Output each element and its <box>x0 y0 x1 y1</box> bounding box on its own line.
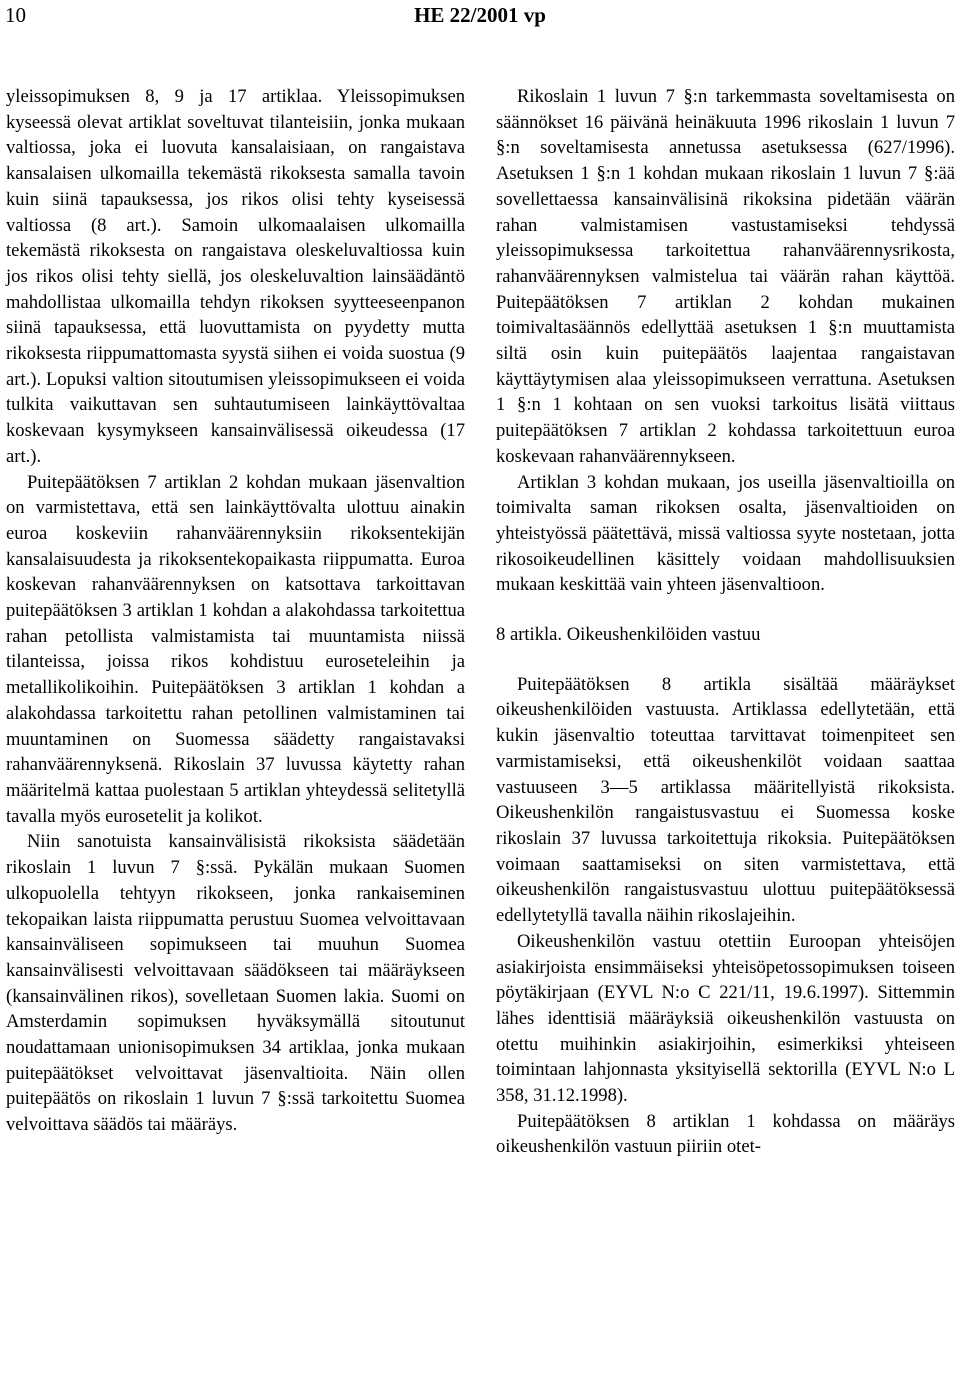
page-number: 10 <box>5 3 26 27</box>
paragraph: Niin sanotuista kansainvälisistä rikoksista säädetään rikoslain 1 luvun 7 §:ssä. Pykälän mukaan Suomen ulkopuolella tehtyyn rikokseen, jonka rankaiseminen tekopaikan laista riippumatta perustuu Suomea velvoittavaan kansainväliseen sopimukseen tai muuhun Suomea kansainvälisesti velvoittavaan säädökseen tai määräykseen (kansainvälinen rikos), sovelletaan Suomen lakia. Suomi on Amsterdamin sopimuksen hyväksymällä sitoutunut noudattamaan unionisopimuksen 34 artiklaa, jonka mukaan puitepäätökset velvoittavat jäsenvaltioita. Näin ollen puitepäätös on rikoslain 1 luvun 7 §:ssä tarkoitettu Suomea velvoittava säädös tai määräys. <box>6 831 465 1136</box>
paragraph: Artiklan 3 kohdan mukaan, jos useilla jäsenvaltioilla on toimivalta saman rikoksen osalta, jäsenvaltioiden on yhteistyössä päätettävä, missä valtiossa syyte nostetaan, jotta rikosoikeudellinen käsittely voidaan mahdollisuuksien mukaan keskittää vain yhteen jäsenvaltioon. <box>496 471 955 596</box>
paragraph: Oikeushenkilön vastuu otettiin Euroopan yhteisöjen asiakirjoista ensimmäiseksi yhteisöpetossopimuksen toiseen pöytäkirjaan (EYVL N:o C 221/11, 19.6.1997). Sittemmin lähes identtisiä määräyksiä oikeushenkilön vastuusta on otettu muihinkin asiakirjoihin, esimerkiksi yhteiseen toimintaan lahjonnasta yksityisellä sektorilla (EYVL N:o L 358, 31.12.1998). <box>496 930 955 1107</box>
paragraph: yleissopimuksen 8, 9 ja 17 artiklaa. Yleissopimuksen kyseessä olevat artiklat soveltuvat tilanteisiin, jonka mukaan valtiossa, joka ei luovuta kansalaisiaan, on rangaistava kansalaisen ulkomailla tekemästä rikoksesta samalla tavoin kuin siinä tapauksessa, jos rikos olisi tehty kyseisessä valtiossa (8 art.). Samoin ulkomaalaisen ulkomailla tekemästä rikoksesta on rangaistava oleskeluvaltiossa kuin jos rikos olisi tehty siellä, jos oleskeluvaltion lainsäädäntö mahdollistaa ulkomailla tehdyn rikoksen syytteeseenpanon siinä tapauksessa, että luovuttamista on pyydetty mutta rikoksesta riippumattomasta syystä siihen ei voida suostua (9 art.). Lopuksi valtion sitoutumisen yleissopimukseen ei voida tulkita vaikuttavan sen suhtautumiseen lainkäyttövaltaa koskevaan kysymykseen kansainvälisessä oikeudessa (17 art.). <box>6 86 465 467</box>
document-id: HE 22/2001 vp <box>414 3 546 27</box>
paragraph: Rikoslain 1 luvun 7 §:n tarkemmasta soveltamisesta on säännökset 16 päivänä heinäkuuta 1996 rikoslain 1 luvun 7 §:n soveltamisesta annetussa asetuksessa (627/1996). Asetuksen 1 §:n 1 kohdan mukaan rikoslain 1 luvun 7 §:ää sovellettaessa kansainvälisinä rikoksina pidetään väärän rahan valmistamisen vastustamiseksi tehdyssä yleissopimuksessa tarkoitettua rahanväärennysrikosta, rahanväärennyksen valmistelua tai väärän rahan käyttöä. Puitepäätöksen 7 artiklan 2 kohdan mukainen toimivaltasäännös edellyttää asetuksen 1 §:n muuttamista siltä osin kuin puitepäätös laajentaa rangaistavan käyttäytymisen alaa yleissopimukseen verrattuna. Asetuksen 1 §:n 1 kohtaan on sen vuoksi tarkoitus lisätä viittaus puitepäätöksen 7 artiklan 2 kohdassa tarkoitettuun euroa koskevaan rahanväärennykseen. <box>496 86 955 467</box>
page-header <box>0 0 960 40</box>
paragraph: Puitepäätöksen 8 artiklan 1 kohdassa on määräys oikeushenkilön vastuun piiriin otet- <box>496 1110 955 1158</box>
paragraph: Puitepäätöksen 7 artiklan 2 kohdan mukaan jäsenvaltion on varmistettava, että sen lainkäyttövalta ulottuu ainakin euroa koskeviin rahanväärennyksiin rikoksentekijän kansalaisuudesta ja rikoksentekopaikasta riippumatta. Euroa koskevan rahanväärennyksen on katsottava tarkoittavan puitepäätöksen 3 artiklan 1 kohdan a alakohdassa tarkoitettua rahan petollista valmistamista tai muuntamista niissä tilanteissa, joissa rikos kohdistuu euroseteleihin ja metallikolikoihin. Puitepäätöksen 3 artiklan 1 kohdan a alakohdassa tarkoitettu rahan petollinen valmistaminen tai muuntaminen on Suomessa säädetty rangaistavaksi rahanväärennyksenä. Rikoslain 37 luvussa käytetty rahan määritelmä kattaa puolestaan 5 artiklan yhteydessä selitetyllä tavalla myös eurosetelit ja kolikot. <box>6 471 465 827</box>
left-column <box>6 84 465 1138</box>
right-column <box>496 84 955 1160</box>
section-heading: 8 artikla. Oikeushenkilöiden vastuu <box>496 624 761 646</box>
paragraph: Puitepäätöksen 8 artikla sisältää määräykset oikeushenkilöiden vastuusta. Artiklassa edellytetään, että kukin jäsenvaltio toteuttaa tarvittavat toimenpiteet sen varmistamiseksi, että oikeushenkilöt voidaan saattaa vastuuseen 3—5 artiklassa määritellyistä rikoksista. Oikeushenkilön rangaistusvastuu ei Suomessa koske rikoslain 37 luvussa tarkoitettuja rikoksia. Puitepäätöksen voimaan saattamiseksi on siten varmistettava, että oikeushenkilön rangaistusvastuu ulottuu puitepäätöksessä edellytetyllä tavalla näihin rikoslajeihin. <box>496 673 955 927</box>
